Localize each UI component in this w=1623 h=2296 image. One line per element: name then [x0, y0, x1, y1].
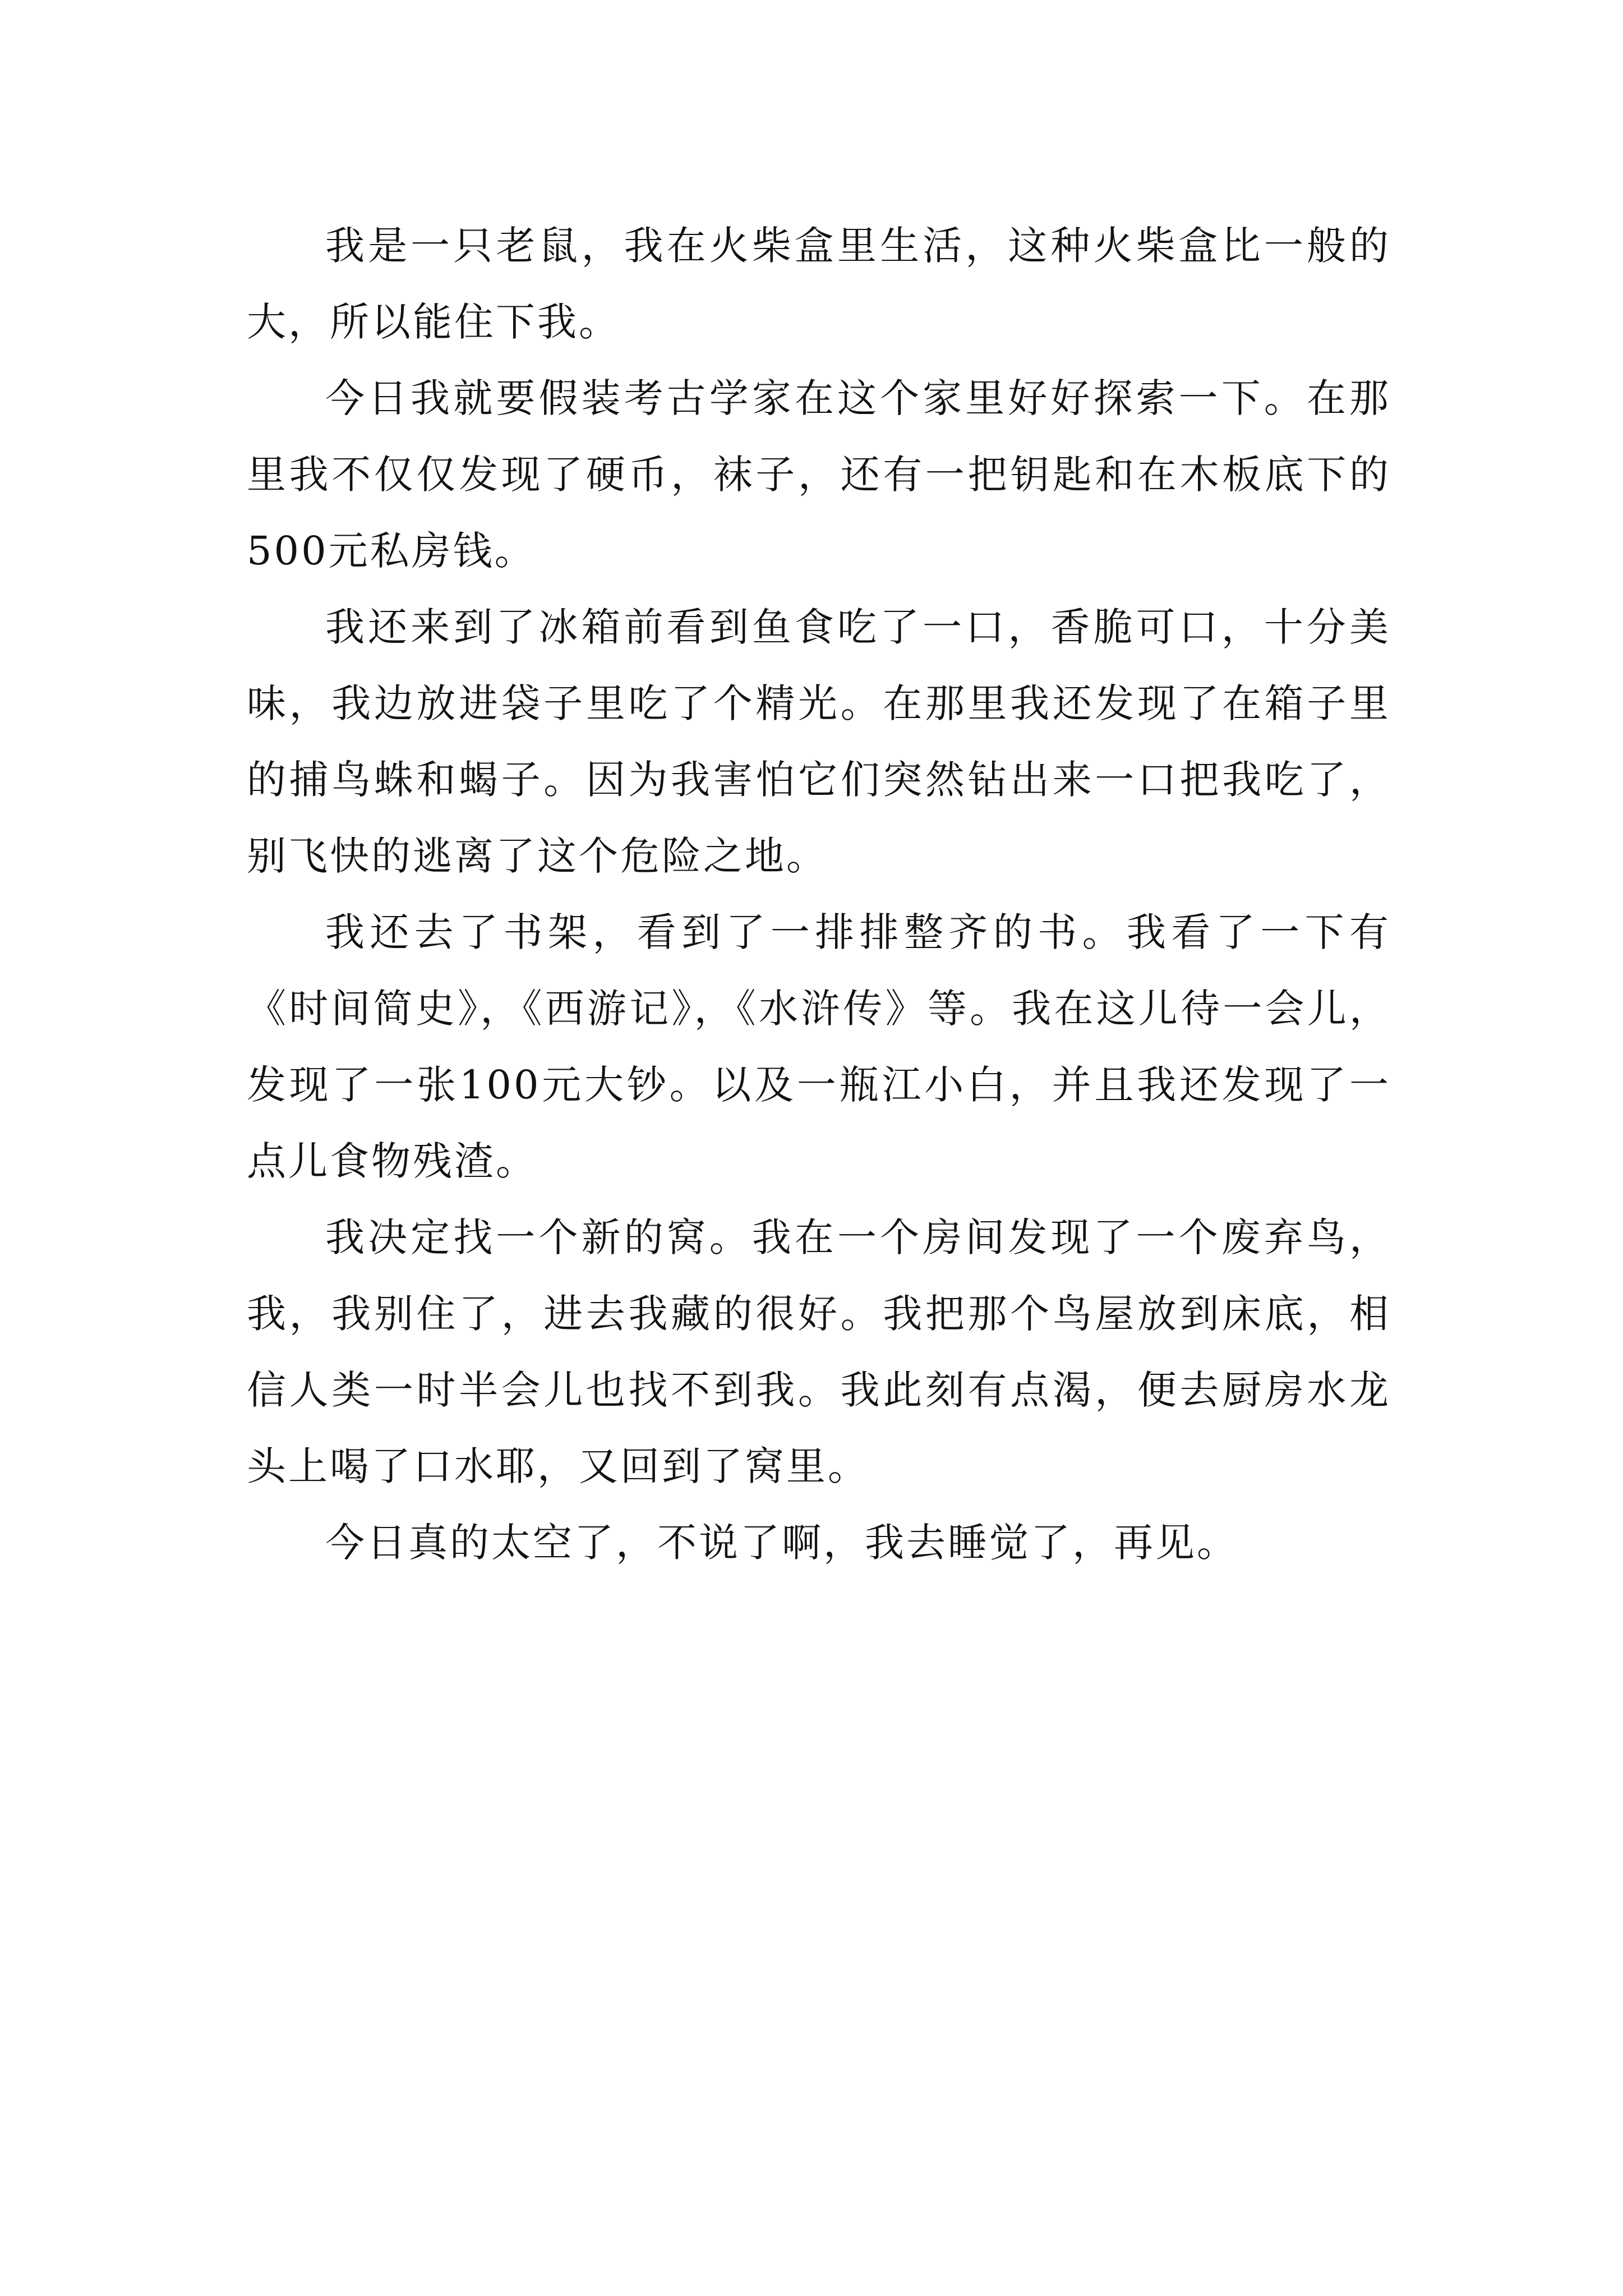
paragraph-6: 今日真的太空了，不说了啊，我去睡觉了，再见。: [325, 1520, 1238, 1566]
paragraph-3: 我还来到了冰箱前看到鱼食吃了一口，香脆可口，十分美味，我边放进袋子里吃了个精光。在那里我还发现了在箱子里的捕鸟蛛和蝎子。因为我害怕它们突然钻出来一口把我吃了，别飞快的逃离了这个危险之地。: [247, 604, 1391, 879]
document-body: [247, 208, 1391, 1581]
paragraph-2: 今日我就要假装考古学家在这个家里好好探索一下。在那里我不仅仅发现了硬币，袜子，还有一把钥匙和在木板底下的500元私房钱。: [247, 375, 1391, 574]
paragraph-1: 我是一只老鼠，我在火柴盒里生活，这种火柴盒比一般的大，所以能住下我。: [247, 223, 1391, 345]
paragraph-5: 我决定找一个新的窝。我在一个房间发现了一个废弃鸟，我，我别住了，进去我藏的很好。我把那个鸟屋放到床底，相信人类一时半会儿也找不到我。我此刻有点渴，便去厨房水龙头上喝了口水耶，又回到了窝里。: [247, 1214, 1391, 1489]
paragraph-4: 我还去了书架，看到了一排排整齐的书。我看了一下有《时间简史》，《西游记》，《水浒传》等。我在这儿待一会儿，发现了一张100元大钞。以及一瓶江小白，并且我还发现了一点儿食物残渣。: [247, 909, 1391, 1184]
